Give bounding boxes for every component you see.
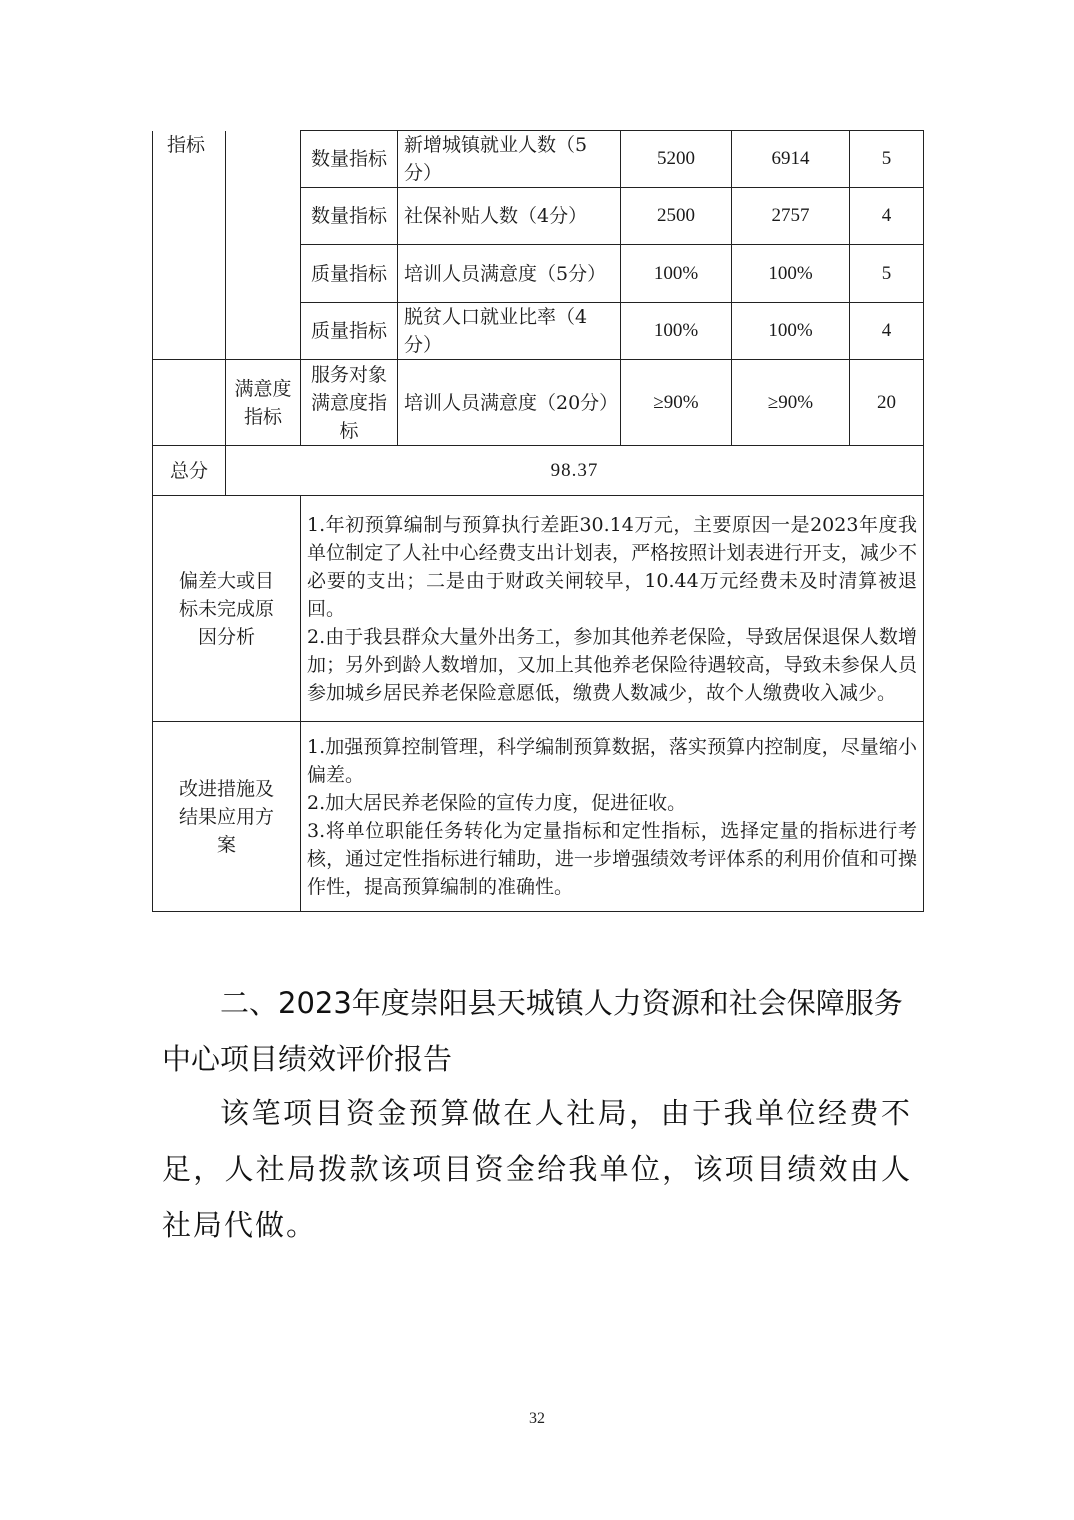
empty-subcategory-cell	[226, 131, 301, 360]
indicator-name-cell: 脱贫人口就业比率（4分）	[398, 303, 621, 360]
actual-value-cell: 100%	[732, 303, 850, 360]
actual-value-cell: 2757	[732, 188, 850, 245]
deviation-item: 2.由于我县群众大量外出务工，参加其他养老保险，导致居保退保人数增加；另外到龄人数增加，又加上其他养老保险待遇较高，导致未参保人员参加城乡居民养老保险意愿低，缴费人数减少，故个人缴费收入减少。	[307, 625, 917, 704]
category-cell: 指标	[153, 131, 226, 360]
page-number: 32	[529, 1410, 545, 1427]
score-cell: 4	[850, 188, 924, 245]
target-value-cell: 2500	[621, 188, 732, 245]
section-title: 二、2023年度崇阳县天城镇人力资源和社会保障服务中心项目绩效评价报告	[162, 986, 903, 1076]
improvement-plan-cell	[301, 722, 924, 912]
indicator-name-cell: 新增城镇就业人数（5分）	[398, 131, 621, 188]
improvement-item: 2.加大居民养老保险的宣传力度，促进征收。	[307, 791, 687, 814]
actual-value-cell: 100%	[732, 245, 850, 303]
body-paragraph: 该笔项目资金预算做在人社局，由于我单位经费不足，人社局拨款该项目资金给我单位，该项目绩效由人社局代做。	[162, 1096, 912, 1242]
indicator-name-cell: 培训人员满意度（5分）	[398, 245, 621, 303]
deviation-label-cell: 偏差大或目标未完成原因分析	[153, 496, 301, 722]
indicator-type-cell: 数量指标	[301, 131, 398, 188]
actual-value-cell: 6914	[732, 131, 850, 188]
satisfaction-target-cell: ≥90%	[621, 360, 732, 446]
satisfaction-name-cell: 培训人员满意度（20分）	[398, 360, 621, 446]
total-label-cell: 总分	[153, 446, 226, 496]
score-cell: 5	[850, 245, 924, 303]
score-cell: 5	[850, 131, 924, 188]
score-cell: 4	[850, 303, 924, 360]
target-value-cell: 100%	[621, 303, 732, 360]
target-value-cell: 100%	[621, 245, 732, 303]
category-continuation-cell	[153, 360, 226, 446]
indicator-type-cell: 数量指标	[301, 188, 398, 245]
indicator-name-cell: 社保补贴人数（4分）	[398, 188, 621, 245]
deviation-analysis-cell	[301, 496, 924, 722]
performance-table	[152, 130, 924, 912]
deviation-item: 1.年初预算编制与预算执行差距30.14万元，主要原因一是2023年度我单位制定了人社中心经费支出计划表，严格按照计划表进行开支，减少不必要的支出；二是由于财政关闸较早，10.44万元经费未及时清算被退回。	[307, 513, 917, 620]
indicator-type-cell: 质量指标	[301, 245, 398, 303]
improvement-label-cell: 改进措施及结果应用方案	[153, 722, 301, 912]
satisfaction-group-cell: 满意度指标	[226, 360, 301, 446]
satisfaction-score-cell: 20	[850, 360, 924, 446]
total-value-cell: 98.37	[226, 446, 924, 496]
improvement-item: 1.加强预算控制管理，科学编制预算数据，落实预算内控制度，尽量缩小偏差。	[307, 735, 917, 786]
improvement-item: 3.将单位职能任务转化为定量指标和定性指标，选择定量的指标进行考核，通过定性指标进行辅助，进一步增强绩效考评体系的利用价值和可操作性，提高预算编制的准确性。	[307, 819, 917, 898]
satisfaction-actual-cell: ≥90%	[732, 360, 850, 446]
satisfaction-type-cell: 服务对象满意度指标	[301, 360, 398, 446]
target-value-cell: 5200	[621, 131, 732, 188]
indicator-type-cell: 质量指标	[301, 303, 398, 360]
